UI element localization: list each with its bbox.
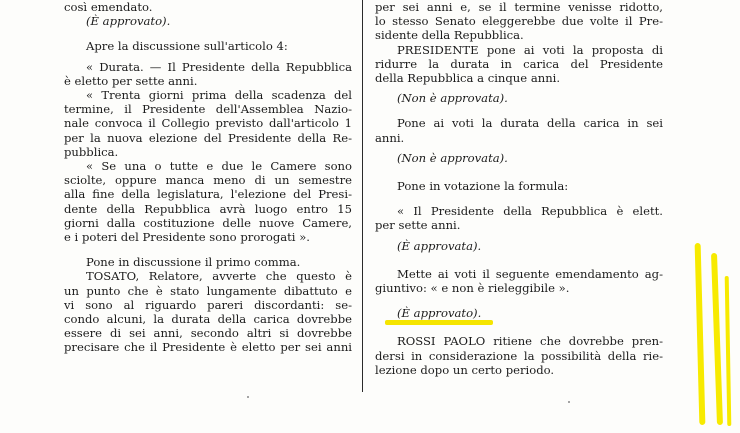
highlighter-margin-stroke-2	[711, 253, 723, 425]
text-line: (Non è approvata).	[397, 91, 508, 106]
text-line: condo alcuni, la durata della carica dovrebbe	[64, 312, 352, 327]
paragraph-gap	[375, 253, 663, 267]
text-line: Pone in votazione la formula:	[397, 179, 569, 194]
highlighter-margin-stroke-3	[725, 276, 732, 426]
text-line: (Non è approvata).	[397, 150, 508, 165]
text-line: (È approvata).	[397, 238, 482, 253]
text-line: lezione dopo un certo periodo.	[375, 362, 555, 377]
text-line: (È approvato).	[397, 306, 482, 321]
text-line: « Trenta giorni prima della scadenza del	[86, 88, 352, 103]
text-line: termine, il Presidente dell'Assemblea Nazio-	[64, 102, 352, 117]
text-line: lo stesso Senato eleggerebbe due volte il Pre-	[375, 14, 663, 29]
text-line: Apre la discussione sull'articolo 4:	[86, 39, 288, 54]
text-line: della Repubblica a cinque anni.	[375, 71, 561, 86]
text-line: (È approvato).	[86, 14, 171, 29]
column-divider	[362, 0, 363, 392]
text-line: ridurre la durata in carica del Presidente	[375, 56, 663, 71]
paragraph-gap	[375, 193, 663, 204]
scan-speck	[568, 401, 570, 403]
left-column	[64, 0, 352, 355]
paragraph-gap	[375, 165, 663, 179]
text-line: per la nuova elezione del Presidente della Re-	[64, 130, 352, 145]
text-line: giuntivo: « e non è rieleggibile ».	[375, 281, 570, 296]
text-line: Pone in discussione il primo comma.	[86, 255, 301, 270]
text-line: precisare che il Presidente è eletto per sei anni	[64, 340, 352, 355]
paragraph-gap	[64, 28, 352, 39]
text-line: e i poteri del Presidente sono prorogati ».	[64, 230, 310, 245]
text-line: dersi in considerazione la possibilità della rie-	[375, 348, 663, 363]
text-line: « Se una o tutte e due le Camere sono	[86, 159, 352, 174]
text-line: « Il Presidente della Repubblica è elett.	[397, 204, 663, 219]
text-line: giorni dalla costituzione delle nuove Camere,	[64, 215, 352, 230]
paragraph-gap	[64, 244, 352, 255]
text-line: per sei anni e, se il termine venisse ridotto,	[375, 0, 663, 14]
text-line: anni.	[375, 130, 405, 145]
text-line: pubblica.	[64, 144, 119, 159]
text-line: PRESIDENTE pone ai voti la proposta di	[397, 42, 663, 57]
text-line: TOSATO, Relatore, avverte che questo è	[86, 269, 352, 284]
paragraph-gap	[375, 295, 663, 306]
scan-speck	[247, 396, 249, 398]
text-line: dente della Repubblica avrà luogo entro 15	[64, 201, 352, 216]
text-line: essere di sei anni, secondo altri si dovrebbe	[64, 326, 352, 341]
text-line: è eletto per sette anni.	[64, 73, 198, 88]
text-line: « Durata. — Il Presidente della Repubblica	[86, 59, 352, 74]
text-line: un punto che è stato lungamente dibattuto e	[64, 283, 352, 298]
text-line: vi sono al riguardo pareri discordanti: se-	[64, 297, 352, 312]
paragraph-gap	[375, 105, 663, 116]
text-line: nale convoca il Collegio previsto dall'articolo 1	[64, 116, 352, 131]
text-line: sidente della Repubblica.	[375, 28, 524, 43]
text-line: così emendato.	[64, 0, 153, 14]
highlighter-underline	[385, 320, 493, 325]
text-line: Mette ai voti il seguente emendamento ag-	[397, 266, 663, 281]
text-line: sciolte, oppure manca meno di un semestre	[64, 173, 352, 188]
highlighter-margin-stroke-1	[695, 243, 706, 425]
text-line: per sette anni.	[375, 218, 461, 233]
text-line: ROSSI PAOLO ritiene che dovrebbe pren-	[397, 334, 663, 349]
text-line: alla fine della legislatura, l'elezione del Presi-	[64, 187, 352, 202]
text-line: Pone ai voti la durata della carica in sei	[397, 116, 663, 131]
